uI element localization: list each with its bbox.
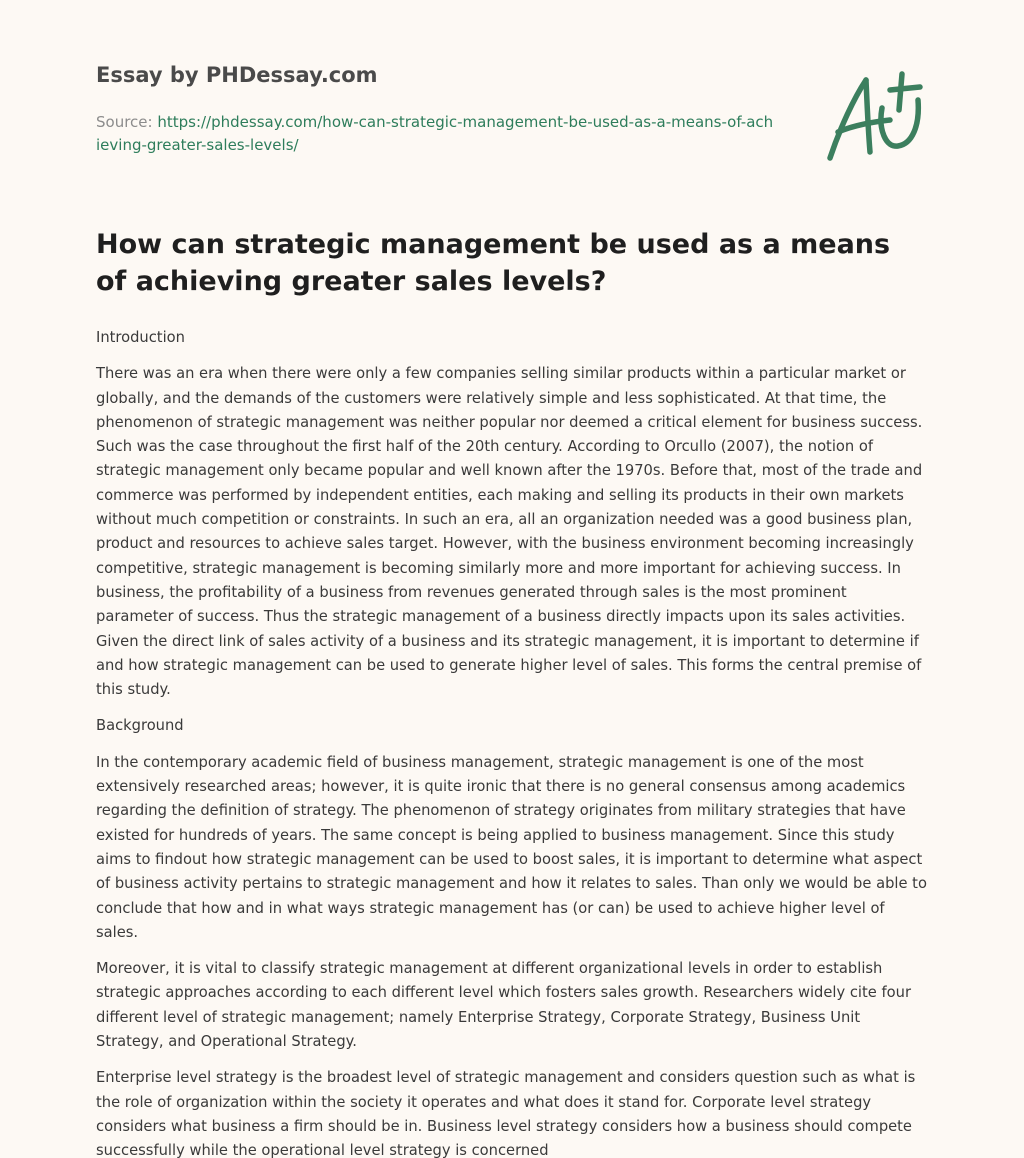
paragraph: Enterprise level strategy is the broadest level of strategic management and considers question such as what is the role of organization within the society it operates and what does it stand for. Corporate level strategy considers what business a firm should be in. Business level strategy considers how a business should compete successfully while the operational level strategy is concerned <box>96 1069 916 1158</box>
source-line <box>96 111 776 157</box>
paragraph: There was an era when there were only a few companies selling similar products within a particular market or globally, and the demands of the customers were relatively simple and less sophisticated. At that time, the phenomenon of strategic management was neither popular nor deemed a critical element for business success. Such was the case throughout the first half of the 20th century. According to Orcullo (2007), the notion of strategic management only became popular and well known after the 1970s. Before that, most of the trade and commerce was performed by independent entities, each making and selling its products in their own markets without much competition or constraints. In such an era, all an organization needed was a good business plan, product and resources to achieve sales target. However, with the business environment becoming increasingly competitive, strategic management is becoming similarly more and more important for achieving success. In business, the profitability of a business from revenues generated through sales is the most prominent parameter of success. Thus the strategic management of a business directly impacts upon its sales activities. Given the direct link of sales activity of a business and its strategic management, it is important to determine if and how strategic management can be used to generate higher level of sales. This forms the central premise of this study. <box>96 365 923 699</box>
source-link[interactable]: https://phdessay.com/how-can-strategic-management-be-used-as-a-means-of-achieving-greater-sales-levels/ <box>96 113 774 154</box>
section-heading-background: Background <box>96 717 184 735</box>
a-plus-logo-icon <box>820 68 928 164</box>
source-label: Source: <box>96 113 158 131</box>
paragraph: In the contemporary academic field of business management, strategic management is one of the most extensively researched areas; however, it is quite ironic that there is no general consensus among academics regarding the definition of strategy. The phenomenon of strategy originates from military strategies that have existed for hundreds of years. The same concept is being applied to business management. Since this study aims to findout how strategic management can be used to boost sales, it is important to determine what aspect of business activity pertains to strategic management and how it relates to sales. Than only we would be able to conclude that how and in what ways strategic management has (or can) be used to achieve higher level of sales. <box>96 753 927 941</box>
essay-body <box>96 326 928 1158</box>
site-brand: Essay by PHDessay.com <box>96 63 378 87</box>
section-heading-introduction: Introduction <box>96 329 185 346</box>
paragraph: Moreover, it is vital to classify strategic management at different organizational levels in order to establish strategic approaches according to each different level which fosters sales growth. Researchers widely cite four different level of strategic management; namely Enterprise Strategy, Corporate Strategy, Business Unit Strategy, and Operational Strategy. <box>96 960 911 1051</box>
essay-title: How can strategic management be used as a means of achieving greater sales levels? <box>96 229 891 297</box>
